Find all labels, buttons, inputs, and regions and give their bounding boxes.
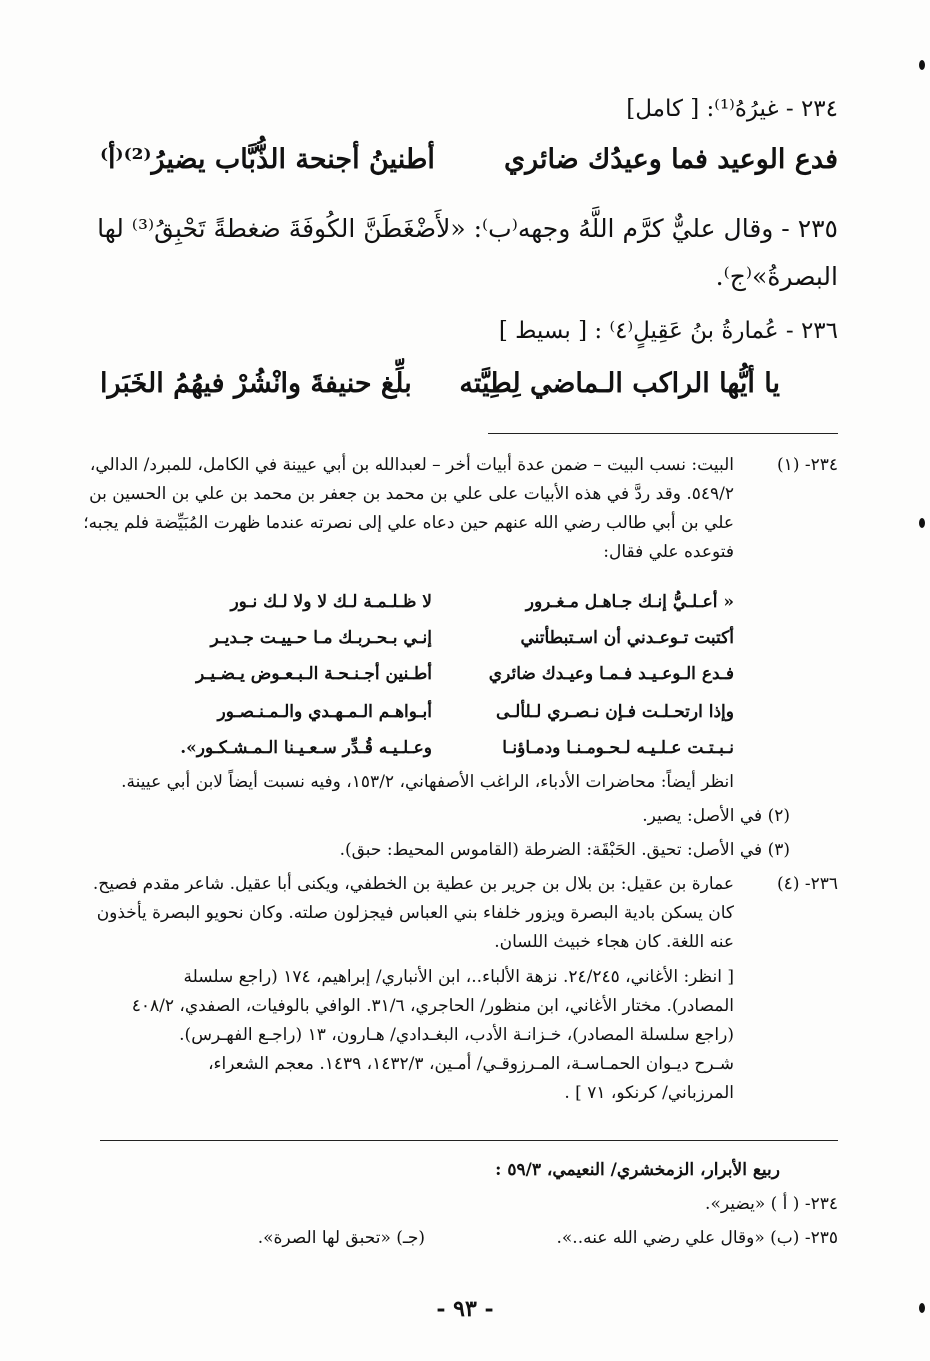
- variants-source: ربيع الأبرار، الزمخشري/ النعيمي، ٥٩/٣ :: [495, 1160, 780, 1180]
- footnote-236-refs-line-1: [ انظر: الأغاني، ٢٤/٢٤٥. نزهة الألباء..، ابن الأنباري/ إبراهيم، ١٧٤ (راجع سلسلة: [183, 967, 734, 987]
- footnote-236-refs-line-5: المرزباني/ كرنكو، ٧١ ] .: [564, 1083, 734, 1103]
- footnote-234-number: ٢٣٤- (١): [777, 455, 838, 475]
- footnote-236-number: ٢٣٦- (٤): [777, 874, 838, 894]
- entry-236-verse-second-hemistich: بلِّغ حنيفةَ وانْشُرْ فيهُمُ الخَبَرا: [100, 368, 412, 399]
- footnote-234-line-4: فتوعده علي فقال:: [603, 542, 734, 562]
- margin-dot-top: [919, 60, 925, 70]
- variant-c: (جـ) «تحبق لها الصرة».: [257, 1228, 425, 1248]
- margin-dot-mid: [919, 518, 925, 528]
- footnote-poem-line-3-first: فـدع الـوعـيـد فـمـا وعيـدك ضائري: [488, 664, 734, 684]
- variant-a: ٢٣٤- ( أ ) «يضير».: [705, 1194, 838, 1214]
- footnote-poem-line-5-first: نـبـتـت عـلـيـه لـحـومـنـا ودمـاؤنـا: [502, 738, 734, 758]
- footnote-poem-line-2-second: إنـي بـحـربـك مـا حـييـت جـديـر: [210, 628, 432, 648]
- footnote-3: (٣) في الأصل: تحيق. الحَبْقَة: الضرطة (القاموس المحيط: حبق).: [339, 840, 790, 860]
- footnote-236-refs-line-4: شـرح ديـوان الحمـاسـة، المـرزوقـي/ أمـين، ١٤٣٢/٣، ١٤٣٩. معجم الشعراء،: [208, 1054, 734, 1074]
- footnote-234-line-1: البيت: نسب البيت – ضمن عدة أبيات أخر – لعبدالله بن أبي عيينة في الكامل، للمبرد/ الدالي،: [89, 455, 734, 475]
- entry-235-line-2: البصرةُ»⁽ج⁾.: [715, 262, 838, 291]
- footnote-234-line-2: ٥٤٩/٢. وقد ردَّ في هذه الأبيات على علي بن محمد بن جعفر بن محمد بن علي بن الحسين بن: [89, 484, 734, 504]
- footnote-234-line-3: علي بن أبي طالب رضي الله عنهم حين دعاه علي إلى نصرته عندما ظهرت المُبَيِّضة فلم يجبه؛: [83, 513, 734, 533]
- entry-234-verse-second-hemistich: أطنينُ أجنحة الذُّبَّاب يضيرُ⁽²⁾⁽أ⁾: [100, 144, 435, 175]
- entry-236-verse-first-hemistich: يا أيُّها الراكب الـماضي لِطِيَّته: [459, 368, 780, 399]
- entry-234-heading: ٢٣٤ - غيرُهُ⁽¹⁾: [ كامل]: [626, 96, 838, 122]
- footnote-separator: [488, 433, 838, 434]
- entry-235-line-1: ٢٣٥ - وقال عليٌّ كرَّم اللَّهُ وجهه⁽ب⁾: «لأَضْغَطَنَّ الكُوفَةَ ضغطةً تَحْبِقُ⁽³⁾ لها: [97, 214, 838, 243]
- footnote-poem-line-1-second: لا ظـلـمـة لـك لا ولا لـك نـور: [230, 592, 432, 612]
- footnote-poem-line-1-first: « أعـلـيُّ إنـك جـاهـل مـغـرور: [525, 592, 734, 612]
- entry-236-heading: ٢٣٦ - عُمارةُ بنُ عَقِيلٍ⁽٤⁾ : [ بسيط ]: [498, 318, 838, 344]
- footnote-poem-line-4-first: وإذا ارتحـلـت فـإن نـصـري لـلألـى: [495, 702, 734, 722]
- footnote-236-line-2: كان يسكن بادية البصرة ويزور خلفاء بني العباس فيجزلون صلته. وكان نحويو البصرة يأخذون: [96, 903, 734, 923]
- footnote-236-line-1: عمارة بن عقيل: بن بلال بن جرير بن عطية بن الخطفي، ويكنى أبا عقيل. شاعر مقدم فصيح.: [92, 874, 734, 894]
- footnote-236-refs-line-3: (راجع سلسلة المصادر)، خـزانـة الأدب، البغـدادي/ هـارون، ١٣ (راجـع الفهـرس).: [179, 1025, 734, 1045]
- footnote-poem-line-2-first: أكتبت تـوعـدني أن اسـتبطأتني: [520, 628, 734, 648]
- footnote-poem-line-4-second: أبـواهـم الـمـهـدي والـمـنـصـور: [217, 702, 432, 722]
- footnote-2: (٢) في الأصل: يصير.: [642, 806, 790, 826]
- variants-separator: [100, 1140, 838, 1141]
- footnote-236-line-3: عنه اللغة. كان هجاء خبيث اللسان.: [494, 932, 734, 952]
- variant-b: ٢٣٥- (ب) «وقال علي رضي الله عنه..».: [556, 1228, 838, 1248]
- footnote-234-see-also: انظر أيضاً: محاضرات الأدباء، الراغب الأصفهاني، ١٥٣/٢، وفيه نسبت أيضاً لابن أبي عيينة.: [121, 772, 734, 792]
- page-number: - ٩٣ -: [436, 1296, 494, 1322]
- footnote-236-refs-line-2: المصادر). مختار الأغاني، ابن منظور/ الحاجري، ٣١/٦. الوافي بالوفيات، الصفدي، ٤٠٨/٢: [131, 996, 734, 1016]
- entry-234-verse-first-hemistich: فدع الوعيد فما وعيدُك ضائري: [503, 144, 838, 175]
- footnote-poem-line-3-second: أطـنين أجـنـحـة الـبـعـوض يـضـيـر: [195, 664, 432, 684]
- footnote-poem-line-5-second: وعـلـيـه قُـدِّر سـعـيـنا الـمـشـكـور».: [180, 738, 432, 758]
